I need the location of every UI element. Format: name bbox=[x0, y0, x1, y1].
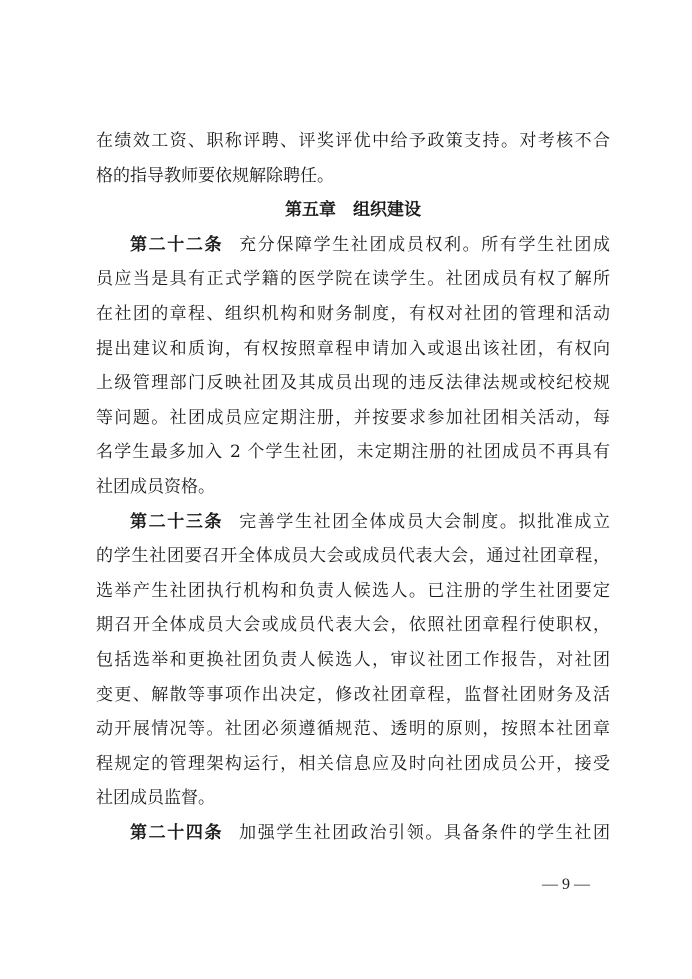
paragraph-line: 上级管理部门反映社团及其成员出现的违反法律法规或校纪校规 bbox=[96, 373, 610, 394]
paragraph-line: 程规定的管理架构运行，相关信息应及时向社团成员公开，接受 bbox=[96, 753, 610, 774]
paragraph-line: 在绩效工资、职称评聘、评奖评优中给予政策支持。对考核不合 bbox=[96, 131, 610, 151]
article-first-line bbox=[96, 816, 610, 851]
paragraph-line: 变更、解散等事项作出决定，修改社团章程，监督社团财务及活 bbox=[96, 684, 610, 705]
paragraph-line: 格的指导教师要依规解除聘任。 bbox=[96, 165, 334, 186]
article-label: 第二十四条 bbox=[130, 822, 224, 843]
page-number: — 9 — bbox=[542, 876, 590, 893]
article-first-line bbox=[96, 505, 610, 540]
paragraph-line: 员应当是具有正式学籍的医学院在读学生。社团成员有权了解所 bbox=[96, 269, 610, 290]
article-text: 加强学生社团政治引领。具备条件的学生社团 bbox=[239, 822, 610, 843]
paragraph-line: 提出建议和质询，有权按照章程申请加入或退出该社团，有权向 bbox=[96, 338, 610, 359]
document-body bbox=[96, 124, 610, 850]
paragraph-line: 的学生社团要召开全体成员大会或成员代表大会，通过社团章程， bbox=[96, 546, 610, 567]
paragraph-line: 名学生最多加入 2 个学生社团，未定期注册的社团成员不再具有 bbox=[96, 442, 610, 463]
article-text: 完善学生社团全体成员大会制度。拟批准成立 bbox=[239, 511, 610, 532]
paragraph-line: 动开展情况等。社团必须遵循规范、透明的原则，按照本社团章 bbox=[96, 719, 610, 740]
article-first-line bbox=[96, 228, 610, 263]
paragraph-line: 期召开全体成员大会或成员代表大会，依照社团章程行使职权， bbox=[96, 615, 610, 636]
chapter-heading: 第五章 组织建设 bbox=[285, 200, 421, 221]
article-text: 充分保障学生社团成员权利。所有学生社团成 bbox=[239, 234, 610, 255]
paragraph-line: 包括选举和更换社团负责人候选人，审议社团工作报告，对社团 bbox=[96, 649, 610, 670]
paragraph-line: 等问题。社团成员应定期注册，并按要求参加社团相关活动，每 bbox=[96, 407, 610, 428]
paragraph-line: 选举产生社团执行机构和负责人候选人。已注册的学生社团要定 bbox=[96, 580, 610, 601]
article-label: 第二十二条 bbox=[130, 234, 224, 255]
article-label: 第二十三条 bbox=[130, 511, 224, 532]
paragraph-line: 在社团的章程、组织机构和财务制度，有权对社团的管理和活动 bbox=[96, 303, 610, 324]
paragraph-line: 社团成员监督。 bbox=[96, 788, 215, 809]
paragraph-line: 社团成员资格。 bbox=[96, 476, 215, 497]
